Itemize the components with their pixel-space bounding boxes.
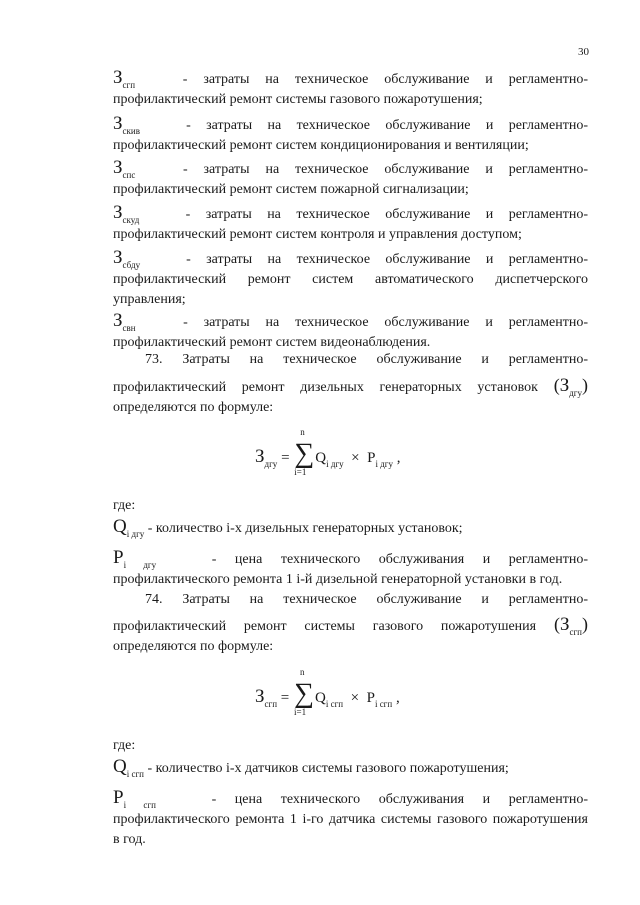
p73-line2: профилактический ремонт дизельных генераторных установок $(З_{дгу})$ [113, 375, 588, 398]
formula-dgu: $З_{дгу}$ = n ∑ i=1 $Q_{i дгу} \times P_{i дгу}$ , [255, 427, 401, 477]
definition-text-cont: профилактический ремонт систем пожарной сигнализации; [113, 182, 469, 197]
definition-text-cont: профилактический ремонт систем автоматического диспетчерского [113, 272, 588, 287]
definition-sadu [113, 248, 588, 310]
symbol: З [113, 113, 123, 134]
definition-text: - затраты на техническое обслуживание и регламентно- [186, 118, 588, 133]
p73-q-definition: $Q_{i дгу}$ - количество i-х дизельных генераторных установок; [113, 516, 463, 539]
symbol-subscript: сбду [122, 260, 141, 270]
p74-p-definition: $P_{i сгп}$ - цена технического обслуживания и регламентно- профилактического ремонта 1 i-го датчика системы газового пожаротушения в год. [113, 787, 588, 847]
definition-text: - затраты на техническое обслуживание и регламентно- [182, 72, 588, 87]
p74-line2: профилактический ремонт системы газового пожаротушения $(З_{сгп})$ [113, 614, 588, 637]
definition-sgp [113, 68, 588, 110]
p74-where: где: [113, 738, 136, 753]
definition-svn [113, 311, 588, 353]
definition-text-cont: профилактический ремонт систем контроля и управления доступом; [113, 227, 522, 242]
definition-text: - затраты на техническое обслуживание и регламентно- [185, 207, 588, 222]
definition-sps [113, 158, 588, 200]
sum-operator: n ∑ i=1 [294, 667, 314, 717]
definition-text: - затраты на техническое обслуживание и регламентно- [182, 162, 589, 177]
definition-text-cont: профилактический ремонт систем кондиционирования и вентиляции; [113, 138, 529, 153]
symbol: З [113, 67, 123, 88]
symbol-subscript: скуд [122, 215, 140, 225]
symbol: З [113, 157, 123, 178]
symbol-subscript: сгп [122, 80, 136, 90]
p74-q-definition: $Q_{i сгп}$ - количество i-х датчиков системы газового пожаротушения; [113, 756, 509, 779]
definition-text-end: управления; [113, 292, 186, 307]
p74-line3: определяются по формуле: [113, 639, 274, 654]
symbol: З [113, 202, 123, 223]
p73-where: где: [113, 498, 136, 513]
sum-operator: n ∑ i=1 [294, 427, 315, 477]
p74-line1: 74. Затраты на техническое обслуживание и регламентно- [145, 592, 588, 607]
symbol-subscript: спс [122, 170, 136, 180]
definition-skiv [113, 114, 588, 156]
p73-line3: определяются по формуле: [113, 400, 274, 415]
definition-skud [113, 203, 588, 245]
symbol: З [559, 375, 570, 396]
symbol-subscript: свн [122, 323, 136, 333]
symbol-subscript: скив [122, 126, 140, 136]
definition-text-cont: профилактический ремонт системы газового пожаротушения; [113, 92, 483, 107]
symbol: З [113, 310, 123, 331]
symbol-subscript: дгу [569, 388, 582, 398]
definition-text: - затраты на техническое обслуживание и регламентно- [183, 315, 588, 330]
symbol: З [559, 614, 570, 635]
formula-sgp: $З_{сгп}$ = n ∑ i=1 $Q_{i сгп} \times P_{i сгп}$ , [255, 667, 400, 717]
p73-p-definition: $P_{i дгу}$ - цена технического обслуживания и регламентно- профилактического ремонта 1 i-й дизельной генераторной установки в год. [113, 547, 588, 587]
page-number: 30 [578, 46, 589, 58]
definition-text: - затраты на техническое обслуживание и регламентно- [186, 252, 589, 267]
p73-line1: 73. Затраты на техническое обслуживание и регламентно- [145, 352, 588, 367]
symbol: З [113, 247, 123, 268]
symbol-subscript: сгп [569, 627, 582, 637]
definition-text-cont: профилактический ремонт систем видеонаблюдения. [113, 335, 431, 350]
